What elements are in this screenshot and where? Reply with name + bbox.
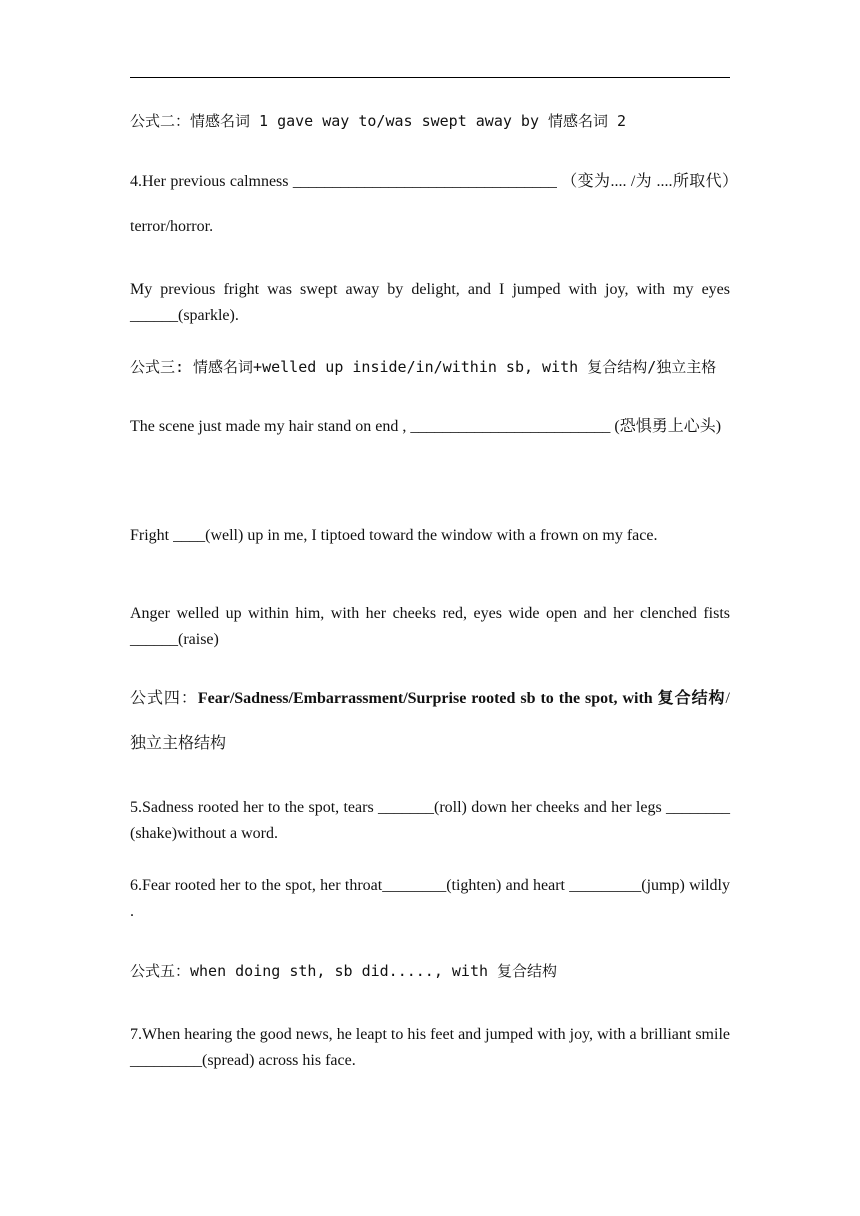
example-scene-hair-stand: The scene just made my hair stand on end , _________________________ (恐惧勇上心头) — [130, 418, 722, 435]
formula-4-prefix: 公式四： — [130, 690, 198, 707]
formula-5-heading: 公式五：when doing sth, sb did....., with 复合结构 — [130, 962, 558, 980]
question-6: 6.Fear rooted her to the spot, her throat________(tighten) and heart _________(jump) wildly . — [130, 877, 730, 920]
formula-4-suffix: /独立主格结构 — [130, 690, 730, 752]
formula-3-heading: 公式三: 情感名词+welled up inside/in/within sb, with 复合结构/独立主格 — [130, 358, 717, 376]
example-fright-well-up: Fright ____(well) up in me, I tiptoed toward the window with a frown on my face. — [130, 527, 658, 544]
example-fright-swept-away: My previous fright was swept away by delight, and I jumped with joy, with my eyes ______(sparkle). — [130, 281, 730, 324]
question-5: 5.Sadness rooted her to the spot, tears _______(roll) down her cheeks and her legs ________ (shake)without a word. — [130, 799, 730, 842]
formula-4-heading — [130, 676, 730, 766]
question-7: 7.When hearing the good news, he leapt to his feet and jumped with joy, with a brilliant smile _________(spread) across his face. — [130, 1026, 730, 1069]
formula-2-heading: 公式二：情感名词 1 gave way to/was swept away by 情感名词 2 — [130, 112, 627, 130]
question-4: 4.Her previous calmness _________________________________ （变为.... /为 ....所取代）terror/horror. — [130, 173, 730, 235]
formula-4-bold-text: Fear/Sadness/Embarrassment/Surprise rooted sb to the spot, with 复合结构 — [197, 690, 726, 707]
header-rule — [130, 77, 730, 78]
example-anger-welled-up: Anger welled up within him, with her cheeks red, eyes wide open and her clenched fists ______(raise) — [130, 605, 730, 648]
